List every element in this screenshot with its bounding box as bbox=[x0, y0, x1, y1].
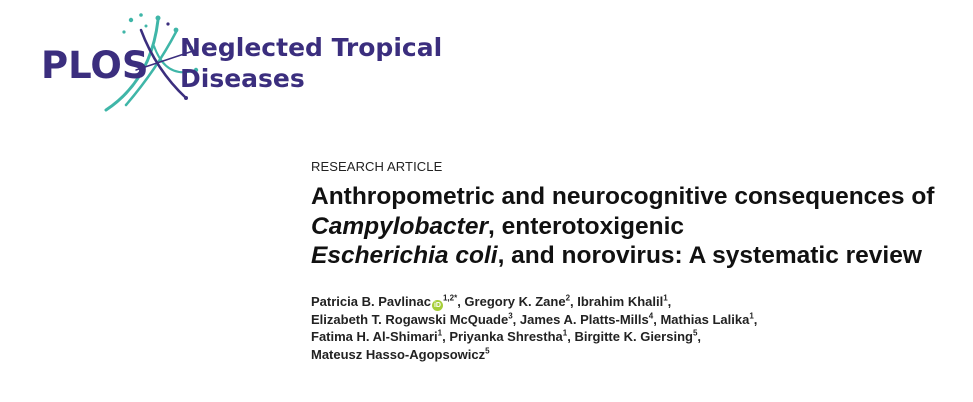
author-name[interactable]: Mateusz Hasso-Agopsowicz bbox=[311, 346, 486, 362]
title-part: , and norovirus: A systematic review bbox=[497, 242, 922, 269]
article-title bbox=[311, 182, 961, 271]
author-affiliation: 1 bbox=[749, 311, 754, 321]
author-name[interactable]: Patricia B. Pavlinac bbox=[311, 293, 431, 309]
journal-logo bbox=[30, 10, 450, 120]
author-affiliation: 1 bbox=[437, 328, 443, 338]
article-type: RESEARCH ARTICLE bbox=[311, 159, 443, 174]
author-affiliation: 5 bbox=[692, 328, 698, 338]
author-name[interactable]: Ibrahim Khalil bbox=[577, 293, 664, 309]
author-affiliation: 1 bbox=[562, 328, 568, 338]
author-affiliation: 3 bbox=[508, 311, 513, 321]
author-name[interactable]: Birgitte K. Giersing bbox=[574, 329, 693, 344]
author-name[interactable]: James A. Platts-Mills bbox=[519, 311, 649, 327]
journal-name bbox=[180, 32, 442, 94]
author-list: Patricia B. Pavlinac $iD^{1,2*}$, Gregory K. Zane$^2$, Ibrahim Khalil$^1$, Elizabeth T. Rogawski McQuade$^3$, James A. Platts-Mills$^4$, Mathias Lalika$^1$, Fatima H. Al-Shimari$^1$, Priyanka Shrestha$^1$, Birgitte K. Giersing$^5$, Mateusz Hasso-Agopsowicz$^5$ bbox=[311, 293, 758, 362]
title-part: Anthropometric and neurocognitive consequences of bbox=[311, 183, 935, 210]
author-affiliation: 1 bbox=[663, 293, 668, 303]
author-affiliation: 5 bbox=[485, 346, 490, 356]
author-name[interactable]: Elizabeth T. Rogawski McQuade bbox=[311, 311, 509, 327]
journal-name-line2: Diseases bbox=[180, 64, 305, 93]
author-name[interactable]: Priyanka Shrestha bbox=[449, 329, 563, 344]
author-affiliation: 1,2* bbox=[442, 293, 458, 303]
author-affiliation: 2 bbox=[565, 293, 571, 303]
title-part-italic: Campylobacter bbox=[311, 212, 489, 240]
title-part: , enterotoxigenic bbox=[488, 212, 685, 240]
orcid-icon[interactable]: iD bbox=[433, 301, 441, 309]
author-name[interactable]: Fatima H. Al-Shimari bbox=[311, 329, 438, 344]
journal-name-line1: Neglected Tropical bbox=[180, 33, 443, 62]
author-affiliation: 4 bbox=[648, 311, 654, 321]
article-header bbox=[311, 159, 961, 363]
title-part-italic: Escherichia coli bbox=[311, 242, 498, 269]
plos-wordmark: PLOS bbox=[41, 44, 149, 87]
author-name[interactable]: Gregory K. Zane bbox=[464, 293, 566, 309]
author-name[interactable]: Mathias Lalika bbox=[660, 311, 750, 327]
